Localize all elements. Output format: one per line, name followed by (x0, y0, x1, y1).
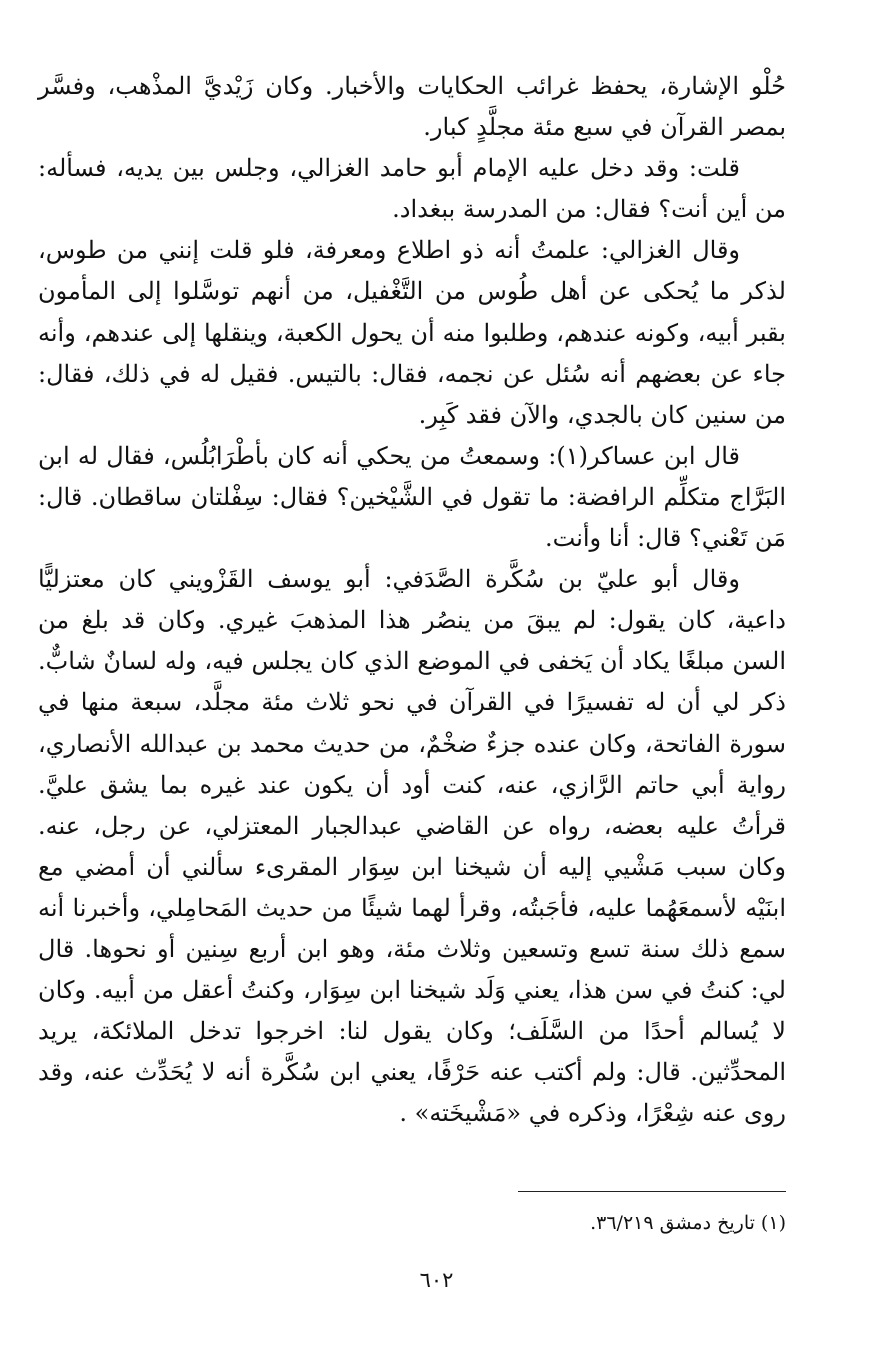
paragraph-2: قلت: وقد دخل عليه الإمام أبو حامد الغزالي، وجلس بين يديه، فسأله: من أين أنت؟ فقال: من المدرسة ببغداد. (38, 154, 786, 224)
page-number: ٦٠٢ (419, 1268, 454, 1292)
footnote: (١) تاريخ دمشق ٣٦/٢١٩. (590, 1212, 786, 1234)
main-text (38, 66, 786, 1134)
paragraph-5: وقال أبو عليّ بن سُكَّرة الصَّدَفي: أبو يوسف القَزْويني كان معتزليًّا داعية، كان يقول: لم يبقَ من ينصُر هذا المذهبَ غيري. وكان قد بلغ من السن مبلغًا يكاد أن يَخفى في الموضع الذي كان يجلس فيه، وله لسانٌ شابٌّ. ذكر لي أن له تفسيرًا في القرآن في نحو ثلاث مئة مجلَّد، سبعة منها في سورة الفاتحة، وكان عنده جزءٌ ضخْمٌ، من حديث محمد بن عبدالله الأنصاري، رواية أبي حاتم الرَّازي، عنه، كنت أود أن يكون عند غيره بما يشق عليَّ. قرأتُ عليه بعضه، رواه عن القاضي عبدالجبار المعتزلي، عن رجل، عنه. وكان سبب مَشْيي إليه أن شيخنا ابن سِوَار المقرىء سألني أن أمضي مع ابنَيْه لأسمعَهُما عليه، فأجَبتُه، وقرأ لهما شيئًا من حديث المَحامِلي، وأخبرنا أنه سمع ذلك سنة تسع وتسعين وثلاث مئة، وهو ابن أربع سِنين أو نحوها. قال لي: كنتُ في سن هذا، يعني وَلَد شيخنا ابن سِوَار، وكنتُ أعقل من أبيه. وكان لا يُسالم أحدًا من السَّلَف؛ وكان يقول لنا: اخرجوا تدخل الملائكة، يريد المحدِّثين. قال: ولم أكتب عنه حَرْفًا، يعني ابن سُكَّرة أنه لا يُحَدِّث عنه، وقد روى عنه شِعْرًا، وذكره في «مَشْيخَته» . (38, 565, 787, 1128)
paragraph-1: حُلْو الإشارة، يحفظ غرائب الحكايات والأخبار. وكان زَيْديَّ المذْهب، وفسَّر بمصر القرآن في سبع مئة مجلَّدٍ كبار. (38, 72, 787, 142)
paragraph-4: قال ابن عساكر(١): وسمعتُ من يحكي أنه كان بأطْرَابُلُس، فقال له ابن البَرَّاج متكلِّم الرافضة: ما تقول في الشَّيْخين؟ فقال: سِفْلتان ساقطان. قال: مَن تَعْني؟ قال: أنا وأنت. (38, 441, 786, 553)
paragraph-3: وقال الغزالي: علمتُ أنه ذو اطلاع ومعرفة، فلو قلت إنني من طوس، لذكر ما يُحكى عن أهل طُوس من التَّغْفيل، من أنهم توسَّلوا إلى المأمون بقبر أبيه، وكونه عندهم، وطلبوا منه أن يحول الكعبة، وينقلها إلى عندهم، وأنه جاء عن بعضهم أنه سُئل عن نجمه، فقال: بالتيس. فقيل له في ذلك، فقال: من سنين كان بالجدي، والآن فقد كَبِر. (38, 236, 786, 429)
footnote-divider (518, 1191, 786, 1192)
